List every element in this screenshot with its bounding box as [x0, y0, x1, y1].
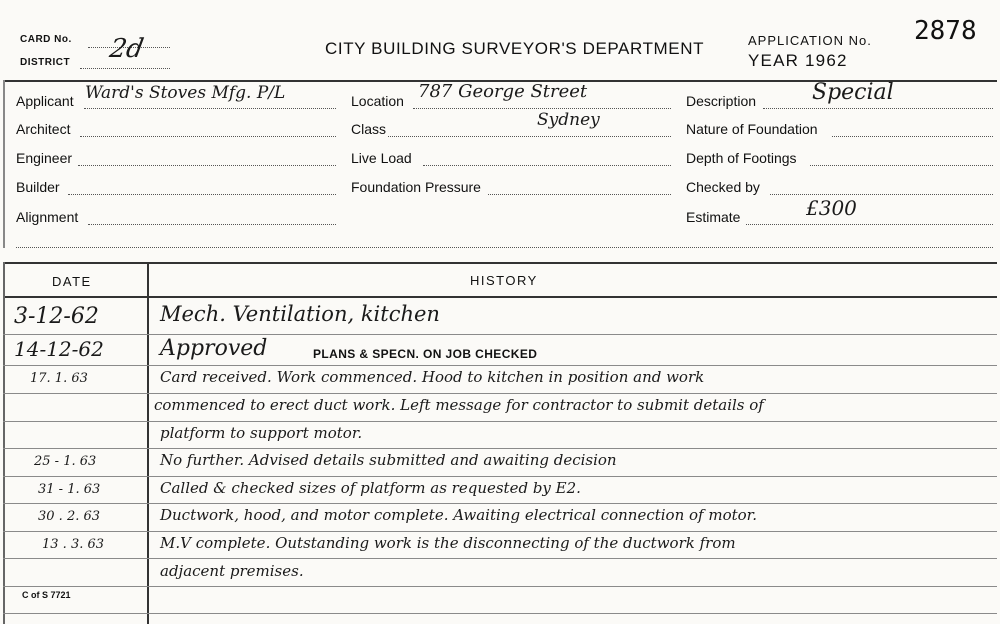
live-load-line — [423, 165, 671, 166]
fields-bottom-dotted-line — [16, 247, 993, 248]
history-entry: Called & checked sizes of platform as requested by E2. — [160, 479, 581, 497]
history-row-line — [3, 586, 997, 587]
estimate-line — [746, 224, 993, 225]
history-row-line — [3, 393, 997, 394]
history-row-line — [3, 558, 997, 559]
application-no-label: APPLICATION No. — [748, 33, 872, 48]
builder-line — [68, 194, 336, 195]
history-entry: M.V complete. Outstanding work is the disconnecting of the ductwork from — [160, 534, 736, 552]
alignment-label: Alignment — [16, 209, 79, 225]
description-label: Description — [686, 93, 757, 109]
history-row-line — [3, 503, 997, 504]
year-label: YEAR 1962 — [748, 51, 848, 70]
class-label: Class — [351, 121, 387, 137]
history-entry: Mech. Ventilation, kitchen — [160, 302, 440, 326]
class-value: Sydney — [537, 110, 600, 130]
estimate-value: £300 — [806, 196, 857, 220]
checked-by-label: Checked by — [686, 179, 760, 195]
history-top-rule — [3, 262, 997, 264]
history-date: 14-12-62 — [14, 337, 104, 361]
history-entry: platform to support motor. — [160, 424, 363, 442]
history-row-line — [3, 334, 997, 335]
engineer-line — [78, 165, 336, 166]
applicant-line — [84, 108, 336, 109]
history-entry: Card received. Work commenced. Hood to kitchen in position and work — [160, 368, 705, 386]
history-row-line — [3, 365, 997, 366]
history-row-line — [3, 613, 997, 614]
depth-of-footings-label: Depth of Footings — [686, 150, 797, 166]
history-row-line — [3, 448, 997, 449]
depth-of-footings-line — [810, 165, 993, 166]
alignment-line — [88, 224, 336, 225]
history-date: 3-12-62 — [14, 304, 99, 329]
location-label: Location — [351, 93, 404, 109]
history-header-rule — [3, 296, 997, 298]
applicant-value: Ward's Stoves Mfg. P/L — [85, 83, 286, 103]
date-column-header: DATE — [52, 274, 92, 289]
checked-by-line — [770, 194, 993, 195]
history-date: 25 - 1. 63 — [34, 454, 97, 469]
description-value: Special — [812, 80, 894, 105]
district-dotted-line — [80, 68, 170, 69]
nature-of-foundation-label: Nature of Foundation — [686, 121, 818, 137]
engineer-label: Engineer — [16, 150, 73, 166]
history-row-line — [3, 531, 997, 532]
architect-line — [80, 136, 336, 137]
live-load-label: Live Load — [351, 150, 412, 166]
history-left-rule — [3, 262, 5, 624]
class-line — [388, 136, 671, 137]
application-no-value: 2878 — [914, 16, 977, 46]
history-date: 17. 1. 63 — [30, 371, 88, 386]
history-row-line — [3, 476, 997, 477]
foundation-pressure-line — [488, 194, 671, 195]
history-entry: Approved — [160, 336, 268, 361]
history-date: 13 . 3. 63 — [42, 537, 105, 552]
plans-checked-stamp: PLANS & SPECN. ON JOB CHECKED — [313, 347, 538, 361]
history-entry: adjacent premises. — [160, 562, 304, 580]
card-no-label: CARD No. — [20, 34, 72, 45]
history-date: 30 . 2. 63 — [38, 509, 101, 524]
estimate-label: Estimate — [686, 209, 741, 225]
form-code: C of S 7721 — [22, 590, 71, 600]
nature-of-foundation-line — [832, 136, 993, 137]
history-entry: No further. Advised details submitted and awaiting decision — [160, 451, 617, 469]
history-row-line — [3, 421, 997, 422]
fields-left-rule — [3, 80, 5, 248]
architect-label: Architect — [16, 121, 71, 137]
history-entry: commenced to erect duct work. Left message for contractor to submit details of — [154, 396, 764, 414]
location-line — [413, 108, 671, 109]
history-column-header: HISTORY — [470, 273, 538, 288]
date-column-divider — [147, 262, 149, 624]
builder-label: Builder — [16, 179, 60, 195]
department-title: CITY BUILDING SURVEYOR'S DEPARTMENT — [325, 39, 705, 58]
history-entry: Ductwork, hood, and motor complete. Awaiting electrical connection of motor. — [160, 506, 757, 524]
foundation-pressure-label: Foundation Pressure — [351, 179, 481, 195]
district-label: DISTRICT — [20, 57, 71, 68]
applicant-label: Applicant — [16, 93, 74, 109]
card-no-value: 2d — [107, 34, 146, 64]
history-date: 31 - 1. 63 — [38, 482, 101, 497]
location-value: 787 George Street — [418, 81, 588, 102]
description-line — [763, 108, 993, 109]
